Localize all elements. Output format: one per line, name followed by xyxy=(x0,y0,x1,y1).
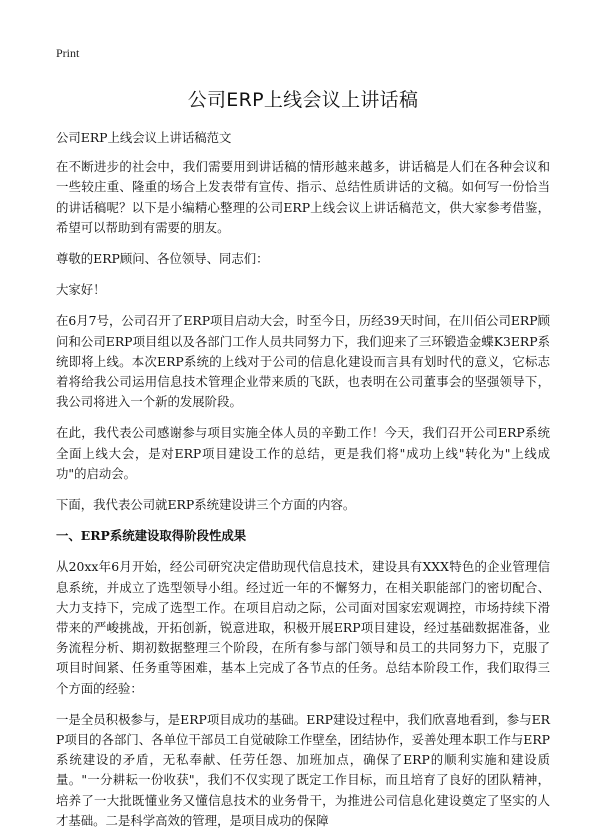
section-heading-1: 一、ERP系统建设取得阶段性成果 xyxy=(56,528,247,544)
body-paragraph-5: 一是全员积极参与，是ERP项目成功的基础。ERP建设过程中，我们欣喜地看到，参与ERP项目的各部门、各单位干部员工自觉破除工作壁垒，团结协作，妥善处理本职工作与ERP系统建设的矛盾，无私奉献、任劳任怨、加班加点，确保了ERP的顺利实施和建设质量。"一分耕耘一份收获"，我们不仅实现了既定工作目标，而且培育了良好的团队精神，培养了一大批既懂业务又懂信息技术的业务骨干，为推进公司信息化建设奠定了坚实的人才基础。二是科学高效的管理，是项目成功的保障 xyxy=(56,711,550,828)
body-paragraph-2: 在此，我代表公司感谢参与项目实施全体人员的辛勤工作！今天，我们召开公司ERP系统全面上线大会，是对ERP项目建设工作的总结，更是我们将"成功上线"转化为"上线成功"的启动会。 xyxy=(56,425,550,481)
greeting-paragraph: 大家好！ xyxy=(56,282,106,298)
salutation-paragraph: 尊敬的ERP顾问、各位领导、同志们： xyxy=(56,251,269,267)
body-paragraph-1: 在6月7号，公司召开了ERP项目启动大会，时至今日，历经39天时间，在川佰公司ERP顾问和公司ERP项目组以及各部门工作人员共同努力下，我们迎来了三环锻造金蝶K3ERP系统即将上线。本次ERP系统的上线对于公司的信息化建设而言具有划时代的意义，它标志着将给我公司运用信息技术管理企业带来质的飞跃，也表明在公司董事会的坚强领导下，我公司将进入一个新的发展阶段。 xyxy=(56,313,550,410)
print-link[interactable]: Print xyxy=(56,46,80,60)
body-paragraph-4: 从20xx年6月开始，经公司研究决定借助现代信息技术，建设具有XXX特色的企业管理信息系统，并成立了选型领导小组。经过近一年的不懈努力，在相关职能部门的密切配合、大力支持下，完成了选型工作。在项目启动之际，公司面对国家宏观调控，市场持续下滑带来的严峻挑战，开拓创新，锐意进取，积极开展ERP项目建设，经过基础数据准备，业务流程分析、期初数据整理三个阶段，在所有参与部门领导和员工的共同努力下，克服了项目时间紧、任务重等困难，基本上完成了各节点的任务。总结本阶段工作，我们取得三个方面的经验： xyxy=(56,559,550,696)
intro-paragraph: 在不断进步的社会中，我们需要用到讲话稿的情形越来越多，讲话稿是人们在各种会议和一些较庄重、隆重的场合上发表带有宣传、指示、总结性质讲话的文稿。如何写一份恰当的讲话稿呢？以下是小编精心整理的公司ERP上线会议上讲话稿范文，供大家参考借鉴，希望可以帮助到有需要的朋友。 xyxy=(56,159,550,235)
document-subtitle: 公司ERP上线会议上讲话稿范文 xyxy=(56,130,232,145)
document-title: 公司ERP上线会议上讲话稿 xyxy=(187,89,419,111)
body-paragraph-3: 下面，我代表公司就ERP系统建设讲三个方面的内容。 xyxy=(56,497,356,513)
